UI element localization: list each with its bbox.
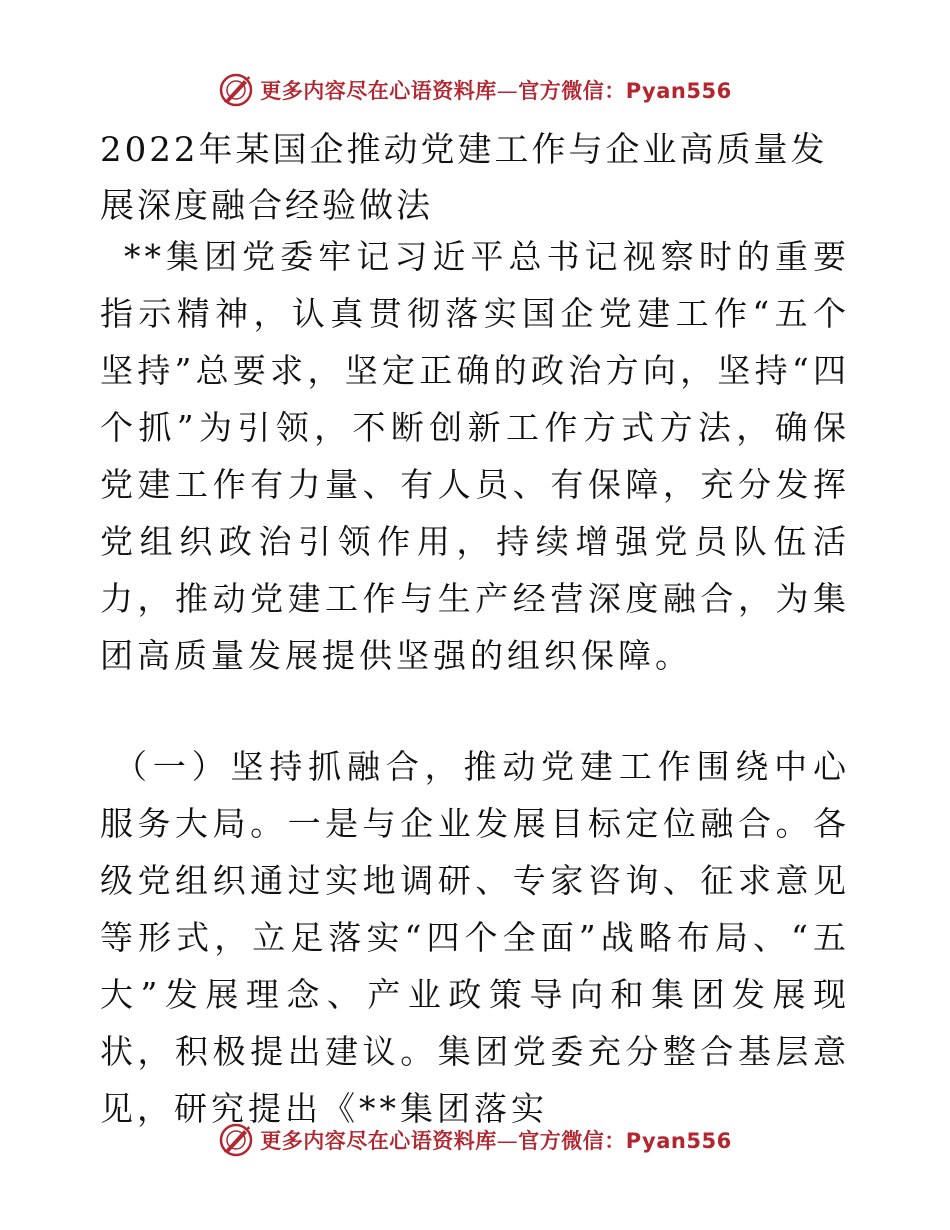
- watermark-header: [0, 68, 950, 112]
- watermark-text: 更多内容尽在心语资料库—官方微信：Pyan556: [260, 79, 732, 103]
- watermark-text: 更多内容尽在心语资料库—官方微信：Pyan556: [260, 1129, 732, 1153]
- document-title: 2022年某国企推动党建工作与企业高质量发展深度融合经验做法: [100, 130, 828, 226]
- quill-logo-icon: [218, 72, 254, 108]
- paragraph-section-1: （一）坚持抓融合，推动党建工作围绕中心服务大局。一是与企业发展目标定位融合。各级党组织通过实地调研、专家咨询、征求意见等形式，立足落实“四个全面”战略布局、“五大”发展理念、产业政策导向和集团发展现状，积极提出建议。集团党委充分整合基层意见，研究提出《**集团落实: [100, 747, 850, 1128]
- paragraph-intro: **集团党委牢记习近平总书记视察时的重要指示精神，认真贯彻落实国企党建工作“五个坚持”总要求，坚定正确的政治方向，坚持“四个抓”为引领，不断创新工作方式方法，确保党建工作有力量、有人员、有保障，充分发挥党组织政治引领作用，持续增强党员队伍活力，推动党建工作与生产经营深度融合，为集团高质量发展提供坚强的组织保障。: [100, 237, 850, 675]
- quill-logo-icon: [218, 1122, 254, 1158]
- watermark-footer: [0, 1118, 950, 1162]
